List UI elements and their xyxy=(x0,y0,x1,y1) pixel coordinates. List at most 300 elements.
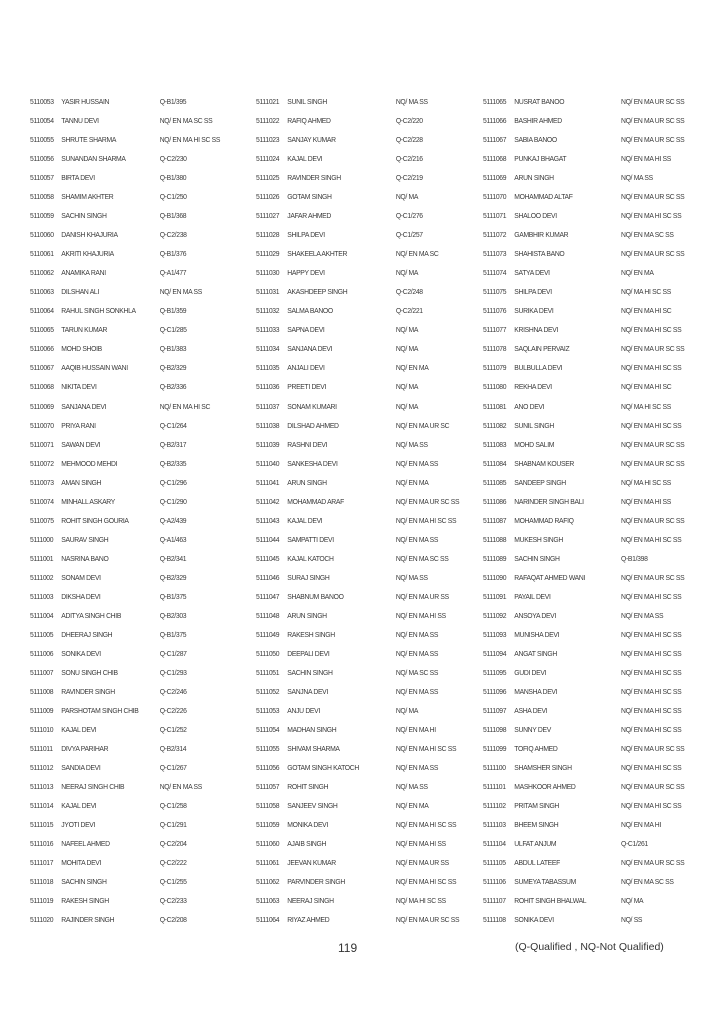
candidate-name: HAPPY DEVI xyxy=(287,268,325,278)
roll-number: 5110073 xyxy=(30,477,54,487)
candidate-name: DHEERAJ SINGH xyxy=(61,629,113,639)
result-status: NQ/ MA SC SS xyxy=(395,667,439,677)
result-row xyxy=(483,855,695,874)
candidate-name: SAQLAIN PERVAIZ xyxy=(514,344,570,354)
candidate-name: ANJU DEVI xyxy=(287,706,320,715)
roll-number: 5110060 xyxy=(30,230,54,240)
roll-number: 5111011 xyxy=(30,744,53,754)
candidate-name: SUNANDAN SHARMA xyxy=(61,154,126,164)
result-row xyxy=(256,208,468,227)
result-status: NQ/ EN MA HI SC SS xyxy=(621,801,682,811)
result-row xyxy=(483,798,695,817)
result-row xyxy=(30,627,242,646)
candidate-name: SABIA BANOO xyxy=(514,135,557,145)
candidate-name: SHILPA DEVI xyxy=(514,287,552,297)
result-row xyxy=(483,113,695,132)
candidate-name: GOTAM SINGH KATOCH xyxy=(287,763,359,773)
result-status: Q-C1/293 xyxy=(159,667,187,677)
candidate-name: TOFIQ AHMED xyxy=(514,744,558,754)
candidate-name: PREETI DEVI xyxy=(287,382,327,392)
result-row xyxy=(30,665,242,684)
result-status: NQ/ EN MA HI SC xyxy=(621,382,672,392)
result-row xyxy=(30,227,242,246)
candidate-name: SANJANA DEVI xyxy=(61,401,107,411)
result-row xyxy=(256,399,468,418)
roll-number: 5111096 xyxy=(483,686,507,696)
result-row xyxy=(256,722,468,741)
roll-number: 5110067 xyxy=(30,363,54,373)
result-row xyxy=(30,741,242,760)
candidate-name: SACHIN SINGH xyxy=(514,553,560,563)
result-status: NQ/ EN MA xyxy=(395,801,429,811)
roll-number: 5111106 xyxy=(483,877,506,887)
roll-number: 5111061 xyxy=(256,858,280,868)
candidate-name: SATYA DEVI xyxy=(514,268,550,278)
result-status: Q-B2/303 xyxy=(159,610,187,620)
roll-number: 5111028 xyxy=(256,230,280,240)
roll-number: 5110063 xyxy=(30,287,54,297)
result-row xyxy=(483,551,695,570)
roll-number: 5111016 xyxy=(30,839,54,849)
result-status: NQ/ EN MA SC SS xyxy=(159,116,213,126)
result-row xyxy=(483,912,695,931)
result-row xyxy=(256,227,468,246)
result-row xyxy=(256,341,468,360)
result-row xyxy=(483,874,695,893)
result-status: NQ/ EN MA xyxy=(395,477,429,487)
result-row xyxy=(483,741,695,760)
roll-number: 5111047 xyxy=(256,591,280,601)
result-status: Q-B2/329 xyxy=(159,572,187,582)
roll-number: 5111097 xyxy=(483,706,507,715)
roll-number: 5111079 xyxy=(483,363,507,373)
result-status: Q-C2/216 xyxy=(395,154,423,164)
result-status: NQ/ EN MA SS xyxy=(395,458,439,468)
result-status: Q-C1/264 xyxy=(159,420,187,430)
roll-number: 5111043 xyxy=(256,515,280,525)
roll-number: 5111107 xyxy=(483,896,506,906)
candidate-name: NASRINA BANO xyxy=(61,553,109,563)
candidate-name: SANKESHA DEVI xyxy=(287,458,338,468)
roll-number: 5111078 xyxy=(483,344,507,354)
roll-number: 5111077 xyxy=(483,325,507,335)
result-status: NQ/ EN MA HI SC SS xyxy=(621,725,682,735)
result-status: Q-C2/248 xyxy=(395,287,423,297)
candidate-name: MONIKA DEVI xyxy=(287,820,328,830)
roll-number: 5111003 xyxy=(30,591,54,601)
candidate-name: PRITAM SINGH xyxy=(514,801,560,811)
candidate-name: BIRTA DEVI xyxy=(61,173,95,183)
result-status: NQ/ MA xyxy=(395,268,419,278)
result-row xyxy=(30,532,242,551)
result-row xyxy=(256,665,468,684)
candidate-name: ABDUL LATEEF xyxy=(514,858,560,868)
candidate-name: JYOTI DEVI xyxy=(61,820,96,830)
candidate-name: MOHAMMAD ARAF xyxy=(287,496,344,506)
result-status: Q-B2/317 xyxy=(159,439,187,449)
result-status: Q-C2/220 xyxy=(395,116,423,126)
result-row xyxy=(30,684,242,703)
candidate-name: ANSOYA DEVI xyxy=(514,610,556,620)
candidate-name: PAYAIL DEVI xyxy=(514,591,551,601)
roll-number: 5111056 xyxy=(256,763,280,773)
roll-number: 5111023 xyxy=(256,135,280,145)
result-row xyxy=(256,303,468,322)
result-status: Q-C1/296 xyxy=(159,477,187,487)
result-row xyxy=(30,113,242,132)
roll-number: 5110062 xyxy=(30,268,54,278)
candidate-name: SURIKA DEVI xyxy=(514,306,554,316)
result-status: Q-C1/291 xyxy=(159,820,187,830)
result-status: Q-C2/230 xyxy=(159,154,187,164)
candidate-name: RAJINDER SINGH xyxy=(61,915,115,925)
result-status: Q-C1/276 xyxy=(395,211,423,221)
roll-number: 5111022 xyxy=(256,116,280,126)
result-row xyxy=(256,437,468,456)
result-status: NQ/ EN MA UR SS xyxy=(395,858,449,868)
result-row xyxy=(483,418,695,437)
candidate-name: SAMPATTI DEVI xyxy=(287,534,334,544)
candidate-name: SONU SINGH CHIB xyxy=(61,667,118,677)
roll-number: 5111033 xyxy=(256,325,280,335)
result-row xyxy=(256,912,468,931)
candidate-name: RAHUL SINGH SONKHLA xyxy=(61,306,136,316)
roll-number: 5111071 xyxy=(483,211,507,221)
result-row xyxy=(30,893,242,912)
result-status: NQ/ SS xyxy=(621,915,643,925)
result-status: NQ/ MA xyxy=(395,706,419,715)
result-row xyxy=(30,456,242,475)
roll-number: 5111013 xyxy=(30,782,54,792)
result-row xyxy=(483,151,695,170)
roll-number: 5110065 xyxy=(30,325,54,335)
candidate-name: NEERAJ SINGH CHIB xyxy=(61,782,125,792)
candidate-name: SAURAV SINGH xyxy=(61,534,109,544)
result-status: Q-C2/228 xyxy=(395,135,423,145)
result-status: NQ/ EN MA HI SC SS xyxy=(395,515,457,525)
roll-number: 5111054 xyxy=(256,725,280,735)
result-status: Q-B2/314 xyxy=(159,744,187,754)
result-row xyxy=(30,589,242,608)
roll-number: 5111046 xyxy=(256,572,280,582)
result-status: NQ/ EN MA SS xyxy=(159,782,202,792)
result-row xyxy=(256,360,468,379)
roll-number: 5110071 xyxy=(30,439,54,449)
result-row xyxy=(30,246,242,265)
candidate-name: SONIKA DEVI xyxy=(514,915,554,925)
result-row xyxy=(30,208,242,227)
result-status: NQ/ EN MA HI SC SS xyxy=(621,706,682,715)
result-row xyxy=(483,208,695,227)
roll-number: 5111024 xyxy=(256,154,280,164)
roll-number: 5111088 xyxy=(483,534,507,544)
result-status: NQ/ EN MA HI SC SS xyxy=(621,686,682,696)
result-row xyxy=(30,379,242,398)
result-row xyxy=(483,94,695,113)
result-status: NQ/ EN MA UR SC SS xyxy=(621,249,685,259)
candidate-name: NAFEEL AHMED xyxy=(61,839,110,849)
roll-number: 5111042 xyxy=(256,496,280,506)
candidate-name: ARUN SINGH xyxy=(514,173,554,183)
candidate-name: ANO DEVI xyxy=(514,401,545,411)
result-status: NQ/ EN MA UR SC SS xyxy=(621,135,685,145)
candidate-name: DANISH KHAJURIA xyxy=(61,230,118,240)
roll-number: 5110057 xyxy=(30,173,54,183)
result-status: NQ/ EN MA SS xyxy=(395,686,439,696)
roll-number: 5111002 xyxy=(30,572,54,582)
result-row xyxy=(30,189,242,208)
roll-number: 5111008 xyxy=(30,686,54,696)
candidate-name: KAJAL DEVI xyxy=(61,725,97,735)
roll-number: 5111039 xyxy=(256,439,280,449)
result-status: NQ/ MA xyxy=(395,344,419,354)
candidate-name: SONIKA DEVI xyxy=(61,648,101,658)
roll-number: 5111067 xyxy=(483,135,507,145)
candidate-name: SANJANA DEVI xyxy=(287,344,333,354)
roll-number: 5111040 xyxy=(256,458,280,468)
result-row xyxy=(30,475,242,494)
roll-number: 5110061 xyxy=(30,249,54,259)
candidate-name: SHAHISTA BANO xyxy=(514,249,565,259)
result-row xyxy=(30,855,242,874)
result-status: Q-C2/204 xyxy=(159,839,187,849)
result-row xyxy=(256,608,468,627)
result-status: NQ/ EN MA HI SS xyxy=(395,610,446,620)
roll-number: 5111083 xyxy=(483,439,507,449)
roll-number: 5111076 xyxy=(483,306,507,316)
candidate-name: MOHD SHOIB xyxy=(61,344,102,354)
result-row xyxy=(30,284,242,303)
result-row xyxy=(483,475,695,494)
result-row xyxy=(483,684,695,703)
roll-number: 5111005 xyxy=(30,629,54,639)
roll-number: 5111094 xyxy=(483,648,507,658)
result-status: NQ/ EN MA HI SC SS xyxy=(621,363,682,373)
result-row xyxy=(256,570,468,589)
candidate-name: GUDI DEVI xyxy=(514,667,547,677)
result-status: NQ/ EN MA HI xyxy=(395,725,436,735)
roll-number: 5110055 xyxy=(30,135,54,145)
roll-number: 5111055 xyxy=(256,744,280,754)
result-row xyxy=(30,341,242,360)
roll-number: 5111019 xyxy=(30,896,54,906)
candidate-name: BULBULLA DEVI xyxy=(514,363,563,373)
result-status: Q-B1/375 xyxy=(159,629,187,639)
result-row xyxy=(30,418,242,437)
result-status: NQ/ MA SS xyxy=(395,782,428,792)
result-status: Q-B2/335 xyxy=(159,458,187,468)
result-status: NQ/ EN MA HI SC xyxy=(621,306,672,316)
candidate-name: NIKITA DEVI xyxy=(61,382,97,392)
result-status: Q-C1/267 xyxy=(159,763,187,773)
candidate-name: JAFAR AHMED xyxy=(287,211,331,221)
candidate-name: ARUN SINGH xyxy=(287,610,327,620)
result-status: NQ/ EN MA SS xyxy=(621,610,664,620)
result-row xyxy=(483,399,695,418)
result-status: NQ/ MA HI SC SS xyxy=(621,477,671,487)
candidate-name: ROHIT SINGH BHALWAL xyxy=(514,896,587,906)
result-status: Q-C1/257 xyxy=(395,230,423,240)
result-row xyxy=(483,189,695,208)
result-status: Q-C1/250 xyxy=(159,192,187,202)
candidate-name: SUNIL SINGH xyxy=(514,420,554,430)
roll-number: 5111105 xyxy=(483,858,506,868)
roll-number: 5111049 xyxy=(256,629,280,639)
roll-number: 5111052 xyxy=(256,686,280,696)
result-row xyxy=(256,798,468,817)
candidate-name: AMAN SINGH xyxy=(61,477,102,487)
candidate-name: SHIVAM SHARMA xyxy=(287,744,340,754)
result-status: Q-C1/258 xyxy=(159,801,187,811)
candidate-name: SALMA BANOO xyxy=(287,306,333,316)
result-row xyxy=(256,246,468,265)
roll-number: 5110070 xyxy=(30,420,54,430)
candidate-name: TARUN KUMAR xyxy=(61,325,108,335)
result-status: NQ/ EN MA HI SC SS xyxy=(159,135,221,145)
result-status: Q-C2/233 xyxy=(159,896,187,906)
roll-number: 5111063 xyxy=(256,896,280,906)
roll-number: 5111050 xyxy=(256,648,280,658)
result-row xyxy=(30,303,242,322)
result-row xyxy=(256,475,468,494)
result-row xyxy=(483,703,695,722)
result-row xyxy=(256,189,468,208)
roll-number: 5111038 xyxy=(256,420,280,430)
candidate-name: NEERAJ SINGH xyxy=(287,896,334,906)
result-status: Q-C2/222 xyxy=(159,858,187,868)
result-status: NQ/ EN MA SC xyxy=(395,249,439,259)
results-column-3 xyxy=(483,94,713,931)
result-status: NQ/ EN MA HI SC SS xyxy=(621,534,682,544)
result-row xyxy=(256,893,468,912)
result-status: NQ/ EN MA SS xyxy=(395,763,439,773)
roll-number: 5111058 xyxy=(256,801,280,811)
result-status: Q-C1/287 xyxy=(159,648,187,658)
roll-number: 5111098 xyxy=(483,725,507,735)
result-row xyxy=(483,646,695,665)
roll-number: 5111091 xyxy=(483,591,507,601)
roll-number: 5111031 xyxy=(256,287,280,297)
result-status: NQ/ MA SS xyxy=(395,439,428,449)
candidate-name: TANNU DEVI xyxy=(61,116,99,126)
candidate-name: ANJALI DEVI xyxy=(287,363,325,373)
result-status: NQ/ EN MA xyxy=(621,268,654,278)
candidate-name: MOHAMMAD ALTAF xyxy=(514,192,573,202)
roll-number: 5110059 xyxy=(30,211,54,221)
candidate-name: SAWAN DEVI xyxy=(61,439,101,449)
result-status: NQ/ EN MA UR SC SS xyxy=(621,116,685,126)
result-status: Q-A2/439 xyxy=(159,515,187,525)
result-row xyxy=(30,513,242,532)
candidate-name: ANGAT SINGH xyxy=(514,648,557,658)
roll-number: 5111020 xyxy=(30,915,54,925)
result-status: Q-C1/290 xyxy=(159,496,187,506)
result-row xyxy=(30,646,242,665)
roll-number: 5111060 xyxy=(256,839,280,849)
result-status: NQ/ EN MA SC SS xyxy=(621,230,674,240)
roll-number: 5111035 xyxy=(256,363,280,373)
candidate-name: RAVINDER SINGH xyxy=(61,686,115,696)
candidate-name: SURAJ SINGH xyxy=(287,572,330,582)
result-status: NQ/ EN MA HI SS xyxy=(621,496,671,506)
candidate-name: SUNIL SINGH xyxy=(287,97,327,106)
roll-number: 5111030 xyxy=(256,268,280,278)
candidate-name: GAMBHIR KUMAR xyxy=(514,230,569,240)
roll-number: 5110056 xyxy=(30,154,54,164)
candidate-name: KRISHNA DEVI xyxy=(514,325,559,335)
result-row xyxy=(30,170,242,189)
result-row xyxy=(256,265,468,284)
result-row xyxy=(30,437,242,456)
result-row xyxy=(256,151,468,170)
roll-number: 5110053 xyxy=(30,97,54,106)
result-row xyxy=(256,741,468,760)
result-row xyxy=(483,170,695,189)
result-status: NQ/ MA SS xyxy=(621,173,653,183)
result-row xyxy=(30,608,242,627)
roll-number: 5111092 xyxy=(483,610,507,620)
roll-number: 5111100 xyxy=(483,763,506,773)
candidate-name: MANSHA DEVI xyxy=(514,686,558,696)
result-row xyxy=(256,855,468,874)
result-row xyxy=(483,817,695,836)
roll-number: 5111036 xyxy=(256,382,280,392)
candidate-name: MASHKOOR AHMED xyxy=(514,782,576,792)
candidate-name: ARUN SINGH xyxy=(287,477,327,487)
result-row xyxy=(256,494,468,513)
result-status: NQ/ EN MA SS xyxy=(395,629,439,639)
roll-number: 5111073 xyxy=(483,249,507,259)
result-status: NQ/ MA xyxy=(395,382,419,392)
candidate-name: RIYAZ AHMED xyxy=(287,915,330,925)
result-row xyxy=(30,322,242,341)
result-status: NQ/ MA xyxy=(395,401,419,411)
roll-number: 5111095 xyxy=(483,667,507,677)
result-status: NQ/ MA HI SC SS xyxy=(395,896,446,906)
candidate-name: SANJAY KUMAR xyxy=(287,135,336,145)
roll-number: 5111048 xyxy=(256,610,280,620)
roll-number: 5111087 xyxy=(483,515,507,525)
candidate-name: SHALOO DEVI xyxy=(514,211,557,221)
result-status: Q-C1/252 xyxy=(159,725,187,735)
candidate-name: SHAMIM AKHTER xyxy=(61,192,114,202)
result-row xyxy=(483,608,695,627)
result-status: NQ/ EN MA UR SC SS xyxy=(621,344,685,354)
result-row xyxy=(483,456,695,475)
roll-number: 5111007 xyxy=(30,667,54,677)
roll-number: 5110075 xyxy=(30,515,54,525)
candidate-name: DEEPALI DEVI xyxy=(287,648,330,658)
result-status: NQ/ EN MA SS xyxy=(159,287,202,297)
roll-number: 5111084 xyxy=(483,458,507,468)
result-status: NQ/ EN MA HI xyxy=(621,820,661,830)
result-row xyxy=(256,170,468,189)
result-row xyxy=(30,817,242,836)
result-status: NQ/ EN MA UR SC SS xyxy=(621,782,685,792)
candidate-name: AAQIB HUSSAIN WANI xyxy=(61,363,128,373)
result-status: Q-C2/208 xyxy=(159,915,187,925)
roll-number: 5111070 xyxy=(483,192,507,202)
candidate-name: SUNNY DEV xyxy=(514,725,551,735)
result-status: NQ/ EN MA HI SS xyxy=(395,839,446,849)
candidate-name: RAVINDER SINGH xyxy=(287,173,341,183)
result-status: NQ/ EN MA HI SC SS xyxy=(621,763,682,773)
result-row xyxy=(483,246,695,265)
results-column-2 xyxy=(256,94,486,931)
result-row xyxy=(256,760,468,779)
result-row xyxy=(483,341,695,360)
result-status: NQ/ EN MA HI SC SS xyxy=(621,667,682,677)
